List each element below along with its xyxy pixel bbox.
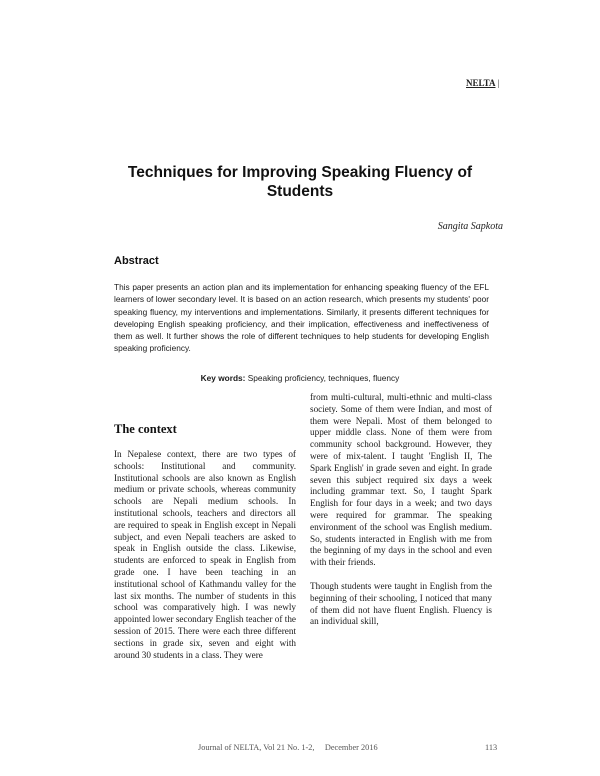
abstract-body: This paper presents an action plan and its implementation for enhancing speaking fluency of the EFL learners of lower secondary level. It is based on an action research, which presents my students' poor speaking fluency, my interventions and implementations. Similarly, it presents different techniques for developing English speaking proficiency, and their implication, effectiveness and ineffectiveness of them as well. It further shows the role of different techniques to help students for developing English speaking proficiency. [114,282,489,354]
running-head-text: NELTA [466,78,496,88]
running-head [466,78,499,88]
keywords-label: Key words: [200,373,246,383]
author-name: Sangita Sapkota [437,221,503,232]
left-column-paragraph: In Nepalese context, there are two types of schools: Institutional and community. Institutional schools are also known as English medium or private schools, whereas community schools are Nepali medium schools. In institutional schools, teachers and directors all are required to speak in English except in Nepali subject, and even Nepali teachers are asked to speak in English outside the class. Likewise, students are enforced to speak in English from grade one. I have been teaching in an institutional school of Kathmandu valley for the last six months. The number of students in this school was comparatively high. I was newly appointed lower secondary English teacher of the session of 2015. There were each three different sections in grade six, seven and eight with around 30 students in a class. They were [114,449,296,660]
page-number: 113 [485,743,498,752]
right-column-paragraph-1: from multi-cultural, multi-ethnic and multi-class society. Some of them were Indian, and most of them were Nepali. Most of them belonged to upper middle class. None of them were from community school background. However, they were of mix-talent. I taught 'English II, The Spark English' in grade seven and eight. In grade seven this subject required six days a week including grammar text. So, I taught Spark English for four days in a week; and two days were required for grammar. The speaking environment of the school was English medium. So, students interacted in English with me from the beginning of my days in the school and even with their friends. [310,392,492,568]
footer-journal: Journal of NELTA, Vol 21 No. 1-2, December 2016 [198,743,378,752]
right-column-paragraph-2: Though students were taught in English from the beginning of their schooling, I noticed that many of them did not have fluent English. Fluency is an individual skill, [310,580,492,627]
keywords-line [0,373,600,383]
right-column [310,392,492,640]
article-title: Techniques for Improving Speaking Fluency of Students [127,164,473,200]
keywords-text: Speaking proficiency, techniques, fluency [247,373,400,383]
left-column [114,449,296,673]
section-heading: The context [114,422,177,436]
abstract-heading: Abstract [114,255,159,267]
running-head-divider: | [497,78,500,88]
